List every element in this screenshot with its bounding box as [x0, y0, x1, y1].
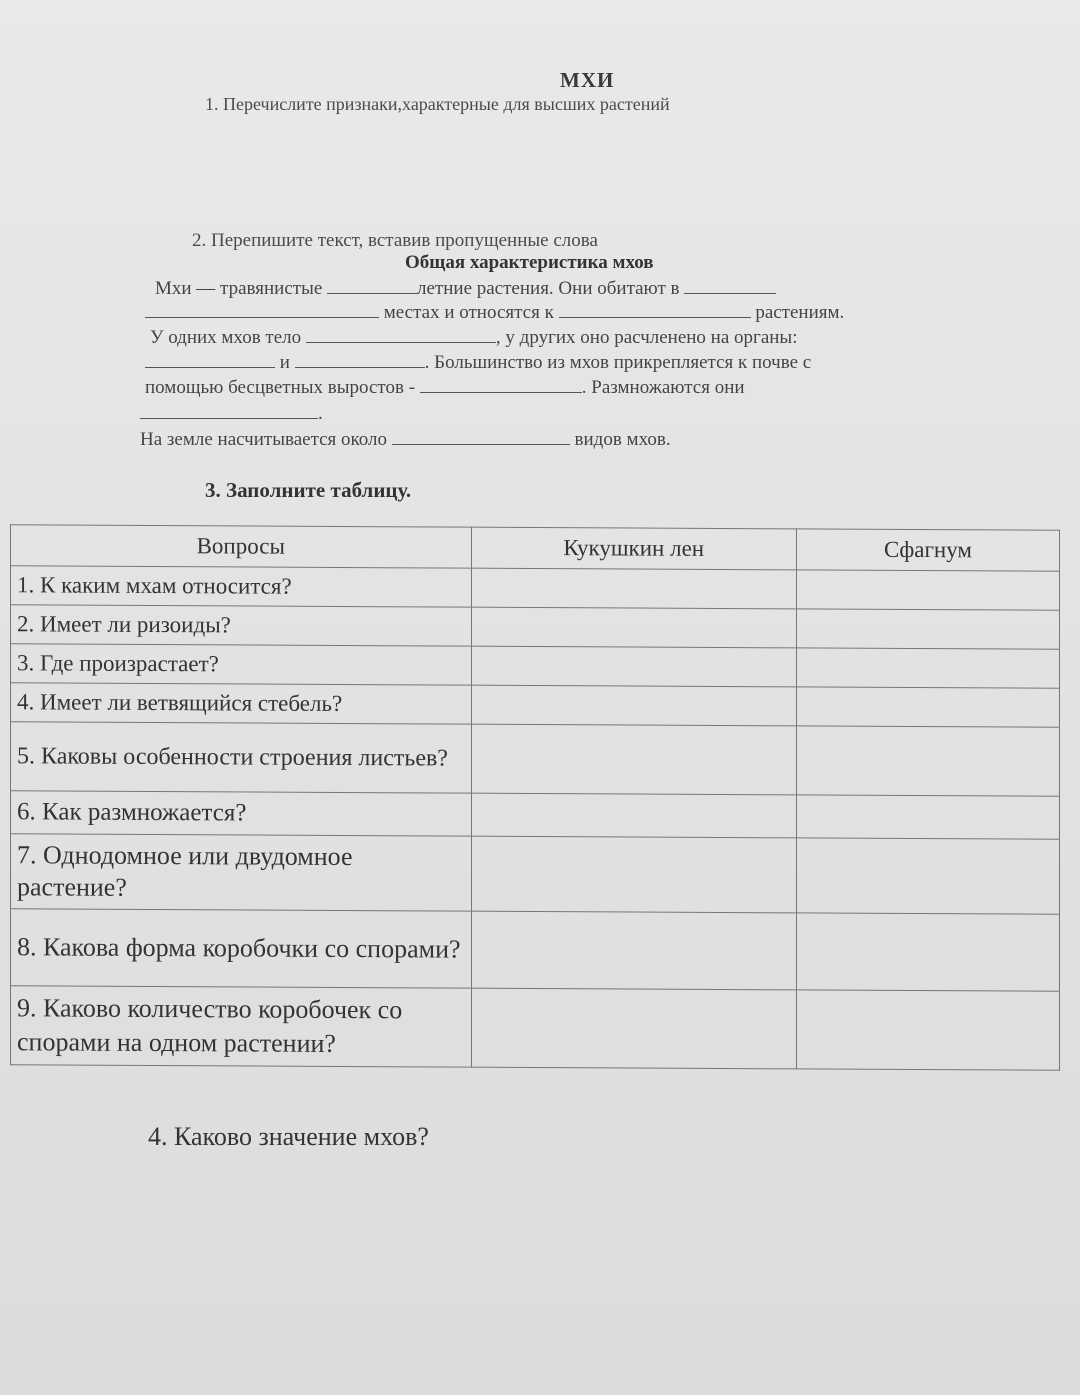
answer-cell[interactable] — [471, 911, 796, 990]
text-fragment: летние растения. Они обитают в — [417, 278, 680, 299]
row-question: 4. Имеет ли ветвящийся стебель? — [11, 683, 472, 724]
answer-cell[interactable] — [796, 726, 1059, 796]
answer-cell[interactable] — [471, 568, 796, 609]
table-row — [11, 791, 1060, 839]
answer-cell[interactable] — [471, 607, 796, 648]
answer-cell[interactable] — [471, 793, 796, 838]
answer-cell[interactable] — [796, 609, 1059, 649]
blank-field[interactable] — [306, 324, 496, 343]
row-question: 1. К каким мхам относится? — [11, 566, 472, 607]
answer-cell[interactable] — [796, 570, 1059, 610]
answer-cell[interactable] — [471, 724, 796, 795]
table-header-row — [11, 525, 1060, 571]
table-row — [11, 605, 1060, 649]
text-fragment: У одних мхов тело — [150, 327, 302, 348]
answer-cell[interactable] — [796, 990, 1059, 1070]
blank-field[interactable] — [559, 299, 751, 318]
row-question: 3. Где произрастает? — [11, 644, 472, 685]
answer-cell[interactable] — [471, 988, 796, 1069]
column-header-kukushkin-len: Кукушкин лен — [471, 527, 796, 570]
row-question: 8. Какова форма коробочки со спорами? — [11, 909, 472, 988]
text-fragment: Мхи — травянистые — [155, 278, 323, 299]
row-question: 2. Имеет ли ризоиды? — [11, 605, 472, 646]
text-fragment: и — [279, 352, 290, 373]
question-3: 3. Заполните таблицу. — [205, 478, 412, 502]
blank-field[interactable] — [684, 275, 776, 294]
row-question: 7. Однодомное или двудомное растение? — [11, 834, 472, 911]
answer-cell[interactable] — [471, 646, 796, 687]
row-question: 6. Как размножается? — [11, 791, 472, 836]
text-line-7 — [140, 426, 671, 451]
text-fragment: . Размножаются они — [581, 377, 745, 398]
answer-cell[interactable] — [471, 685, 796, 726]
text-line-6 — [140, 400, 323, 425]
text-fragment: . Большинство из мхов прикрепляется к почве с — [424, 352, 812, 373]
question-2: 2. Перепишите текст, вставив пропущенные слова — [192, 230, 598, 251]
table-row — [11, 986, 1060, 1070]
page-title: МХИ — [560, 68, 615, 92]
text-line-3 — [150, 324, 797, 349]
table-row — [11, 566, 1060, 610]
moss-comparison-table — [10, 524, 1060, 1070]
text-fragment: помощью бесцветных выростов - — [145, 377, 416, 398]
text-fragment: На земле насчитывается около — [140, 429, 388, 450]
text-line-2 — [145, 299, 844, 324]
row-question: 5. Каковы особенности строения листьев? — [11, 722, 472, 793]
blank-field[interactable] — [140, 400, 318, 419]
blank-field[interactable] — [327, 275, 417, 294]
answer-cell[interactable] — [796, 648, 1059, 688]
answer-cell[interactable] — [471, 836, 796, 913]
text-fragment: местах и относятся к — [383, 302, 554, 323]
table-row — [11, 722, 1060, 796]
blank-field[interactable] — [420, 374, 582, 393]
blank-field[interactable] — [392, 426, 570, 445]
section-subheading: Общая характеристика мхов — [405, 252, 654, 273]
table-row — [11, 644, 1060, 688]
question-1: 1. Перечислите признаки,характерные для высших растений — [205, 94, 670, 114]
text-fragment: видов мхов. — [574, 429, 671, 450]
text-line-5 — [145, 374, 745, 399]
text-fragment: растениям. — [755, 302, 845, 323]
text-fragment: . — [318, 403, 323, 424]
text-line-4 — [145, 349, 811, 374]
answer-cell[interactable] — [796, 913, 1059, 991]
blank-field[interactable] — [145, 299, 379, 318]
text-line-1 — [155, 275, 776, 300]
text-fragment: , у других оно расчленено на органы: — [495, 327, 798, 348]
column-header-sphagnum: Сфагнум — [796, 529, 1059, 571]
table-row — [11, 683, 1060, 727]
blank-field[interactable] — [145, 349, 275, 368]
blank-field[interactable] — [295, 349, 425, 368]
table-row — [11, 909, 1060, 991]
question-4: 4. Каково значение мхов? — [148, 1122, 429, 1151]
answer-cell[interactable] — [796, 795, 1059, 839]
row-question: 9. Каково количество коробочек со спорами на одном растении? — [11, 986, 472, 1067]
column-header-questions: Вопросы — [11, 525, 472, 568]
answer-cell[interactable] — [796, 687, 1059, 727]
answer-cell[interactable] — [796, 838, 1059, 914]
table-row — [11, 834, 1060, 914]
